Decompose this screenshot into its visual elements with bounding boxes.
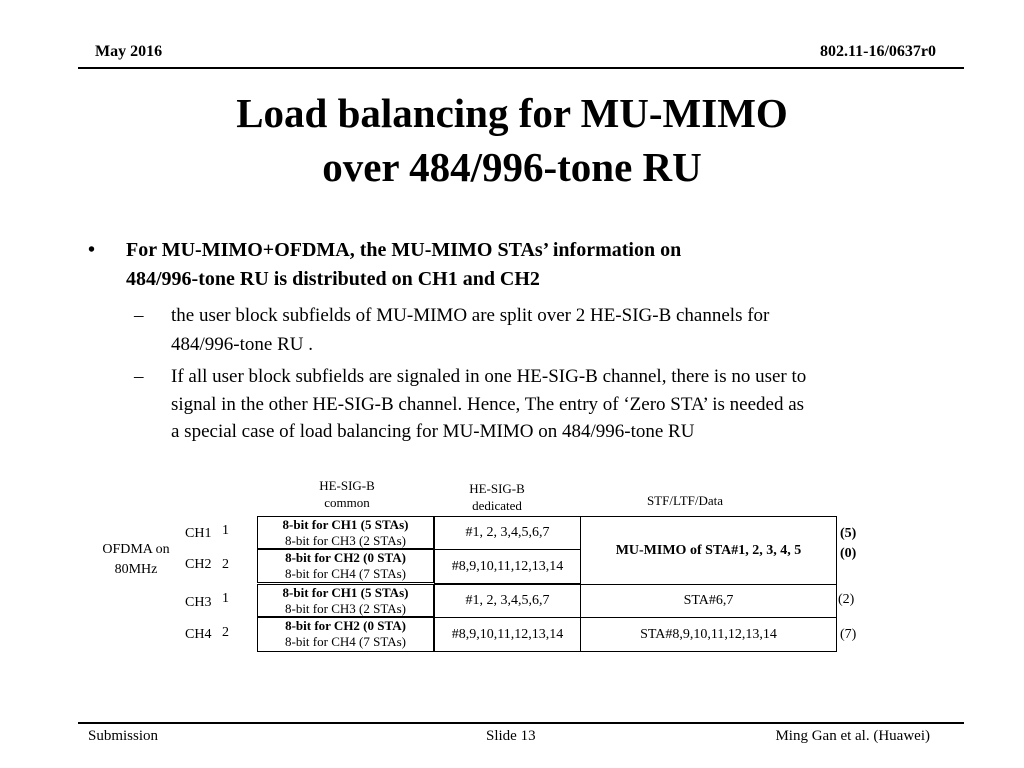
col-header-common-line2: common — [324, 495, 370, 510]
sig-common-bold: 8-bit for CH2 (0 STA) — [285, 618, 406, 633]
header-date: May 2016 — [95, 43, 163, 60]
sig-common-cell — [257, 516, 434, 549]
sub-bullet-dash: – — [134, 305, 144, 326]
sig-common-cell — [257, 584, 434, 617]
col-header-common-line1: HE-SIG-B — [319, 478, 375, 493]
sig-common-normal: 8-bit for CH3 (2 STAs) — [284, 601, 406, 616]
sub-bullet2-line3: a special case of load balancing for MU-MIMO on 484/996-tone RU — [171, 421, 695, 442]
sig-dedicated-cell: #8,9,10,11,12,13,14 — [434, 549, 581, 584]
data-cell: STA#6,7 — [580, 584, 837, 618]
data-cell-mumimo: MU-MIMO of STA#1, 2, 3, 4, 5 — [580, 516, 837, 585]
bullet-main-line2: 484/996-tone RU is distributed on CH1 and CH2 — [126, 268, 540, 290]
col-header-dedicated-line2: dedicated — [472, 498, 522, 513]
ofdma-label — [88, 540, 184, 580]
sig-dedicated-cell: #1, 2, 3,4,5,6,7 — [434, 584, 581, 618]
col-header-common — [297, 477, 397, 511]
channel-number: 2 — [222, 625, 229, 640]
ofdma-label-line2: 80MHz — [114, 562, 158, 577]
footer-author: Ming Gan et al. (Huawei) — [775, 728, 930, 744]
sub-bullet-dash: – — [134, 366, 144, 387]
channel-number: 2 — [222, 557, 229, 572]
sig-common-cell — [257, 549, 434, 583]
sig-common-normal: 8-bit for CH4 (7 STAs) — [284, 634, 406, 649]
bullet-main-line1: For MU-MIMO+OFDMA, the MU-MIMO STAs’ information on — [126, 239, 682, 261]
sta-count: (7) — [840, 627, 857, 642]
channel-label: CH1 — [185, 526, 212, 541]
footer-rule — [78, 722, 964, 724]
sub-bullet1-line2: 484/996-tone RU . — [171, 334, 313, 355]
channel-label: CH2 — [185, 557, 212, 572]
sig-common-bold: 8-bit for CH2 (0 STA) — [285, 550, 406, 565]
col-header-dedicated — [446, 480, 548, 514]
sub-bullet1-line1: the user block subfields of MU-MIMO are split over 2 HE-SIG-B channels for — [171, 305, 770, 326]
channel-label: CH4 — [185, 627, 212, 642]
sta-count: (0) — [840, 546, 857, 561]
data-cell: STA#8,9,10,11,12,13,14 — [580, 617, 837, 652]
sub-bullet2-line2: signal in the other HE-SIG-B channel. Hence, The entry of ‘Zero STA’ is needed as — [171, 394, 805, 415]
sig-common-normal: 8-bit for CH4 (7 STAs) — [284, 566, 406, 581]
channel-label: CH3 — [185, 595, 212, 610]
sta-count: (2) — [838, 592, 855, 607]
footer-slide-number: Slide 13 — [486, 728, 536, 744]
footer-submission: Submission — [88, 728, 159, 744]
sub-bullet2-line1: If all user block subfields are signaled in one HE-SIG-B channel, there is no user to — [171, 366, 807, 387]
header-rule — [78, 67, 964, 69]
channel-number: 1 — [222, 591, 229, 606]
header-doc-id: 802.11-16/0637r0 — [820, 43, 936, 60]
slide-title-line1: Load balancing for MU-MIMO — [236, 90, 788, 136]
col-header-dedicated-line1: HE-SIG-B — [469, 481, 525, 496]
ofdma-label-line1: OFDMA on — [102, 542, 170, 557]
sig-dedicated-cell: #8,9,10,11,12,13,14 — [434, 617, 581, 652]
sig-common-bold: 8-bit for CH1 (5 STAs) — [282, 585, 409, 600]
col-header-data: STF/LTF/Data — [646, 493, 724, 508]
sig-common-cell — [257, 617, 434, 652]
sta-count: (5) — [840, 526, 857, 541]
sig-common-normal: 8-bit for CH3 (2 STAs) — [284, 533, 406, 548]
channel-number: 1 — [222, 523, 229, 538]
slide-title-line2: over 484/996-tone RU — [322, 144, 702, 190]
bullet-marker: • — [88, 239, 96, 261]
sig-common-bold: 8-bit for CH1 (5 STAs) — [282, 517, 409, 532]
sig-dedicated-cell: #1, 2, 3,4,5,6,7 — [434, 516, 581, 550]
